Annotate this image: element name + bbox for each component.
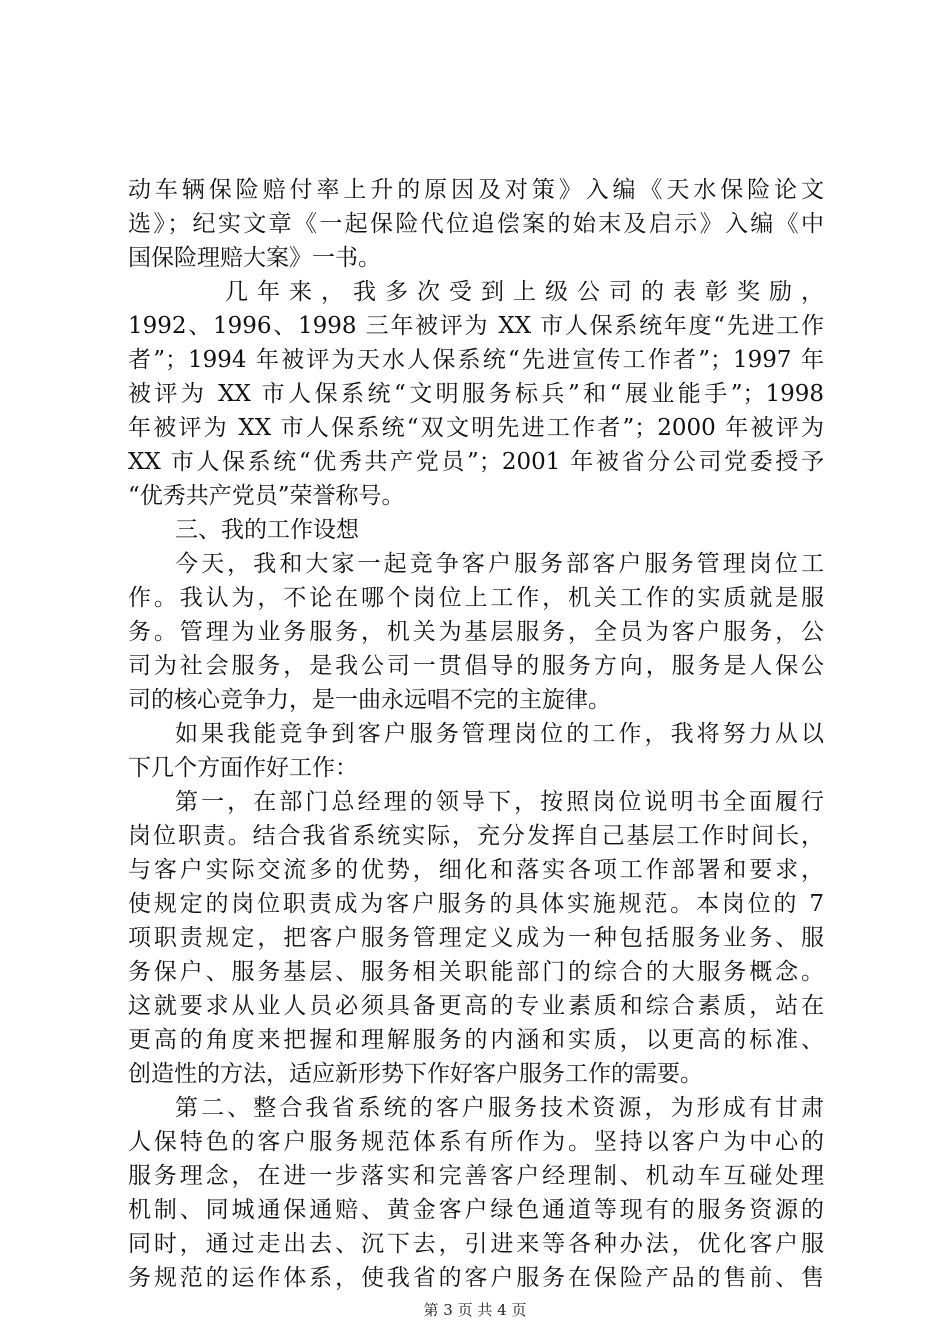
text-line: 同时，通过走出去、沉下去，引进来等各种办法，优化客户服 — [128, 1231, 824, 1257]
text-line: “优秀共产党员”荣誉称号。 — [128, 483, 405, 509]
text-line: 者”；1994 年被评为天水人保系统“先进宣传工作者”；1997 年 — [128, 347, 824, 373]
text-line: 司为社会服务，是我公司一贯倡导的服务方向，服务是人保公 — [128, 653, 824, 679]
text-line: 动车辆保险赔付率上升的原因及对策》入编《天水保险论文 — [128, 177, 824, 203]
text-line: 务保户、服务基层、服务相关职能部门的综合的大服务概念。 — [128, 959, 824, 985]
text-line: 被评为 XX 市人保系统“文明服务标兵”和“展业能手”；1998 — [128, 381, 824, 407]
text-line: 如果我能竞争到客户服务管理岗位的工作，我将努力从以 — [175, 721, 824, 747]
text-line: 与客户实际交流多的优势，细化和落实各项工作部署和要求， — [128, 857, 824, 883]
section-heading: 三、我的工作设想 — [175, 517, 359, 543]
text-line: 选》；纪实文章《一起保险代位追偿案的始末及启示》入编《中 — [128, 211, 824, 237]
text-line: 几年来，我多次受到上级公司的表彰奖励， — [225, 279, 824, 305]
page-number-footer: 第 3 页 共 4 页 — [423, 1301, 527, 1319]
text-line: 这就要求从业人员必须具备更高的专业素质和综合素质，站在 — [128, 993, 824, 1019]
text-line: 第二、整合我省系统的客户服务技术资源，为形成有甘肃 — [175, 1095, 824, 1121]
text-line: 下几个方面作好工作： — [128, 755, 358, 781]
text-line: 创造性的方法，适应新形势下作好客户服务工作的需要。 — [128, 1061, 703, 1087]
text-line: 项职责规定，把客户服务管理定义成为一种包括服务业务、服 — [128, 925, 824, 951]
text-line: 务。管理为业务服务，机关为基层服务，全员为客户服务，公 — [128, 619, 824, 645]
text-line: 作。我认为，不论在哪个岗位上工作，机关工作的实质就是服 — [128, 585, 824, 611]
text-line: 机制、同城通保通赔、黄金客户绿色通道等现有的服务资源的 — [128, 1197, 824, 1223]
text-line: 使规定的岗位职责成为客户服务的具体实施规范。本岗位的 7 — [128, 891, 824, 917]
text-line: 年被评为 XX 市人保系统“双文明先进工作者”；2000 年被评为 — [128, 415, 824, 441]
text-line: 岗位职责。结合我省系统实际，充分发挥自己基层工作时间长， — [128, 823, 824, 849]
text-line: 1992、1996、1998 三年被评为 XX 市人保系统年度“先进工作 — [128, 313, 824, 339]
text-line: 今天，我和大家一起竞争客户服务部客户服务管理岗位工 — [175, 551, 824, 577]
text-line: 务规范的运作体系，使我省的客户服务在保险产品的售前、售 — [128, 1265, 824, 1291]
text-line: 第一，在部门总经理的领导下，按照岗位说明书全面履行 — [175, 789, 824, 815]
text-line: XX 市人保系统“优秀共产党员”；2001 年被省分公司党委授予 — [128, 449, 824, 475]
text-line: 国保险理赔大案》一书。 — [128, 245, 381, 271]
text-line: 更高的角度来把握和理解服务的内涵和实质，以更高的标准、 — [128, 1027, 824, 1053]
text-line: 服务理念，在进一步落实和完善客户经理制、机动车互碰处理 — [128, 1163, 824, 1189]
text-line: 人保特色的客户服务规范体系有所作为。坚持以客户为中心的 — [128, 1129, 824, 1155]
text-line: 司的核心竞争力，是一曲永远唱不完的主旋律。 — [128, 687, 611, 713]
